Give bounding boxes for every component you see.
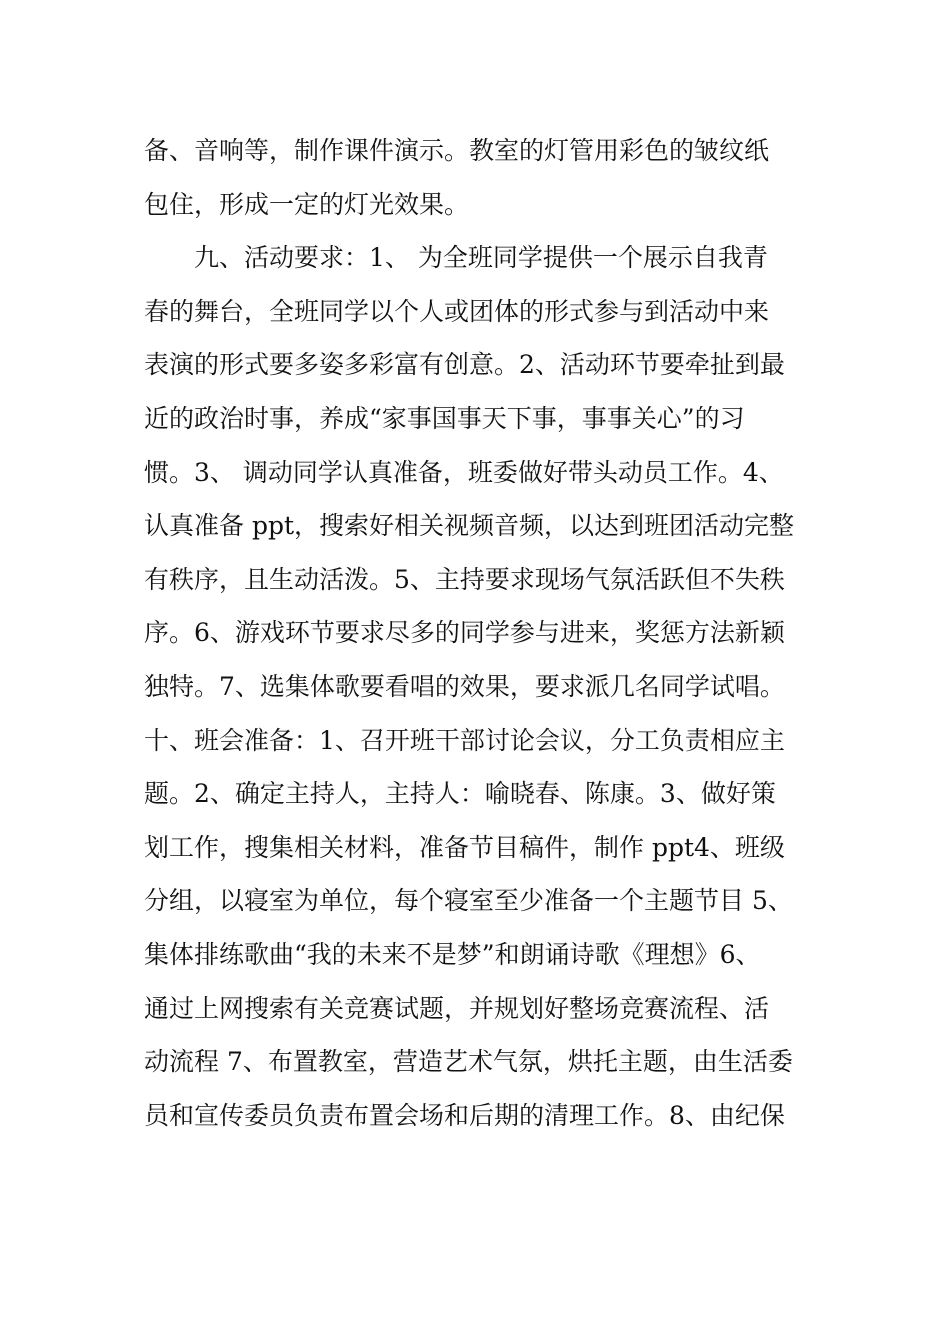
text-line: 近的政治时事，养成“家事国事天下事，事事关心”的习	[144, 403, 745, 433]
text-line: 通过上网搜索有关竞赛试题，并规划好整场竞赛流程、活	[144, 993, 770, 1023]
text-line: 包住，形成一定的灯光效果。	[144, 189, 470, 219]
text-line: 序。6、游戏环节要求尽多的同学参与进来，奖惩方法新颖	[144, 618, 785, 648]
text-line: 表演的形式要多姿多彩富有创意。2、活动环节要牵扯到最	[144, 350, 785, 380]
text-line: 十、班会准备：1、召开班干部讨论会议，分工负责相应主	[144, 725, 785, 755]
text-line: 集体排练歌曲“我的未来不是梦”和朗诵诗歌《理想》6、	[144, 939, 761, 969]
text-line: 划工作，搜集相关材料，准备节目稿件，制作 ppt4、班级	[144, 832, 785, 862]
text-line: 动流程 7、布置教室，营造艺术气氛，烘托主题，由生活委	[144, 1047, 793, 1077]
text-line: 分组，以寝室为单位，每个寝室至少准备一个主题节目 5、	[144, 886, 793, 916]
text-line: 春的舞台，全班同学以个人或团体的形式参与到活动中来	[144, 296, 770, 326]
text-line: 独特。7、选集体歌要看唱的效果，要求派几名同学试唱。	[144, 671, 785, 701]
text-line: 惯。3、 调动同学认真准备，班委做好带头动员工作。4、	[144, 457, 784, 487]
body-text	[144, 124, 814, 1142]
text-line: 题。2、确定主持人，主持人：喻晓春、陈康。3、做好策	[144, 779, 776, 809]
text-line: 有秩序，且生动活泼。5、主持要求现场气氛活跃但不失秩	[144, 564, 785, 594]
text-line: 备、音响等，制作课件演示。教室的灯管用彩色的皱纹纸	[144, 136, 770, 165]
text-line: 员和宣传委员负责布置会场和后期的清理工作。8、由纪保	[144, 1100, 785, 1130]
text-line: 九、活动要求：1、 为全班同学提供一个展示自我青	[194, 243, 768, 273]
text-line: 认真准备 ppt，搜索好相关视频音频，以达到班团活动完整	[144, 511, 795, 541]
